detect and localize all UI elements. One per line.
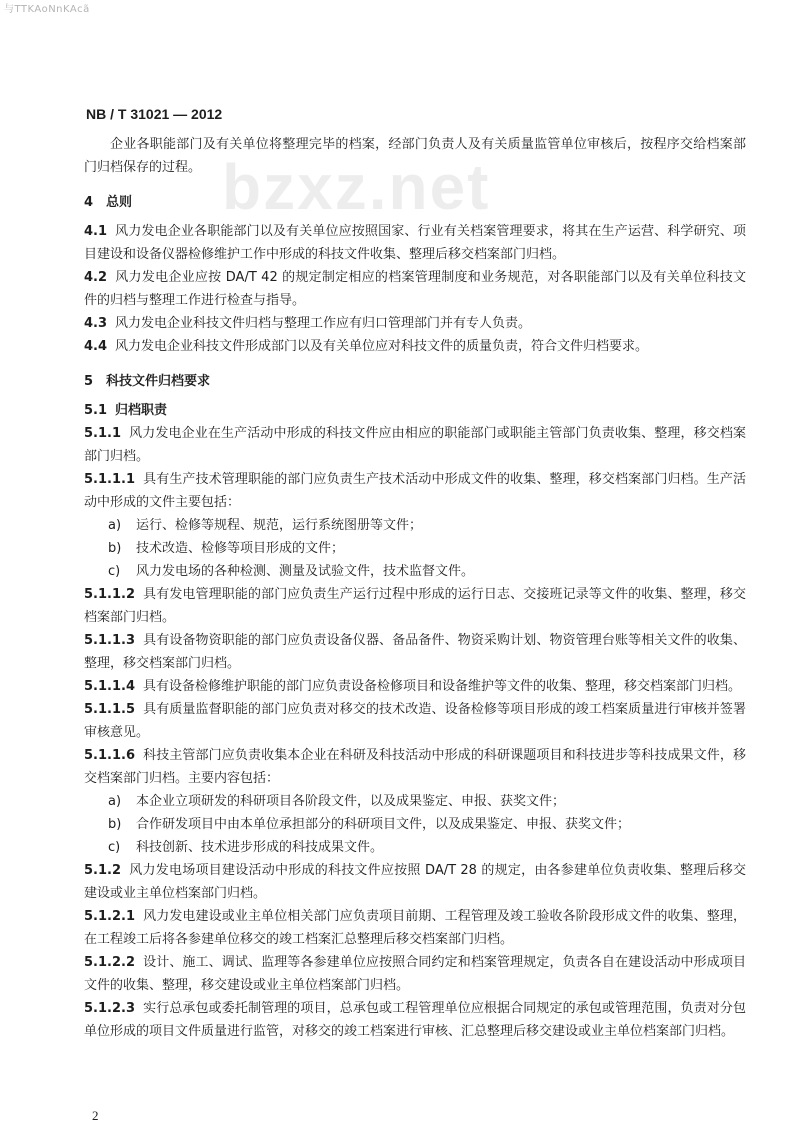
list-item: c) 科技创新、技术进步形成的科技成果文件。 <box>108 840 384 855</box>
clause-5-1-1: 5.1.1 风力发电企业在生产活动中形成的科技文件应由相应的职能部门或职能主管部门负责收集、整理，移交档案部门归档。 <box>84 426 746 464</box>
list-item: b) 技术改造、检修等项目形成的文件； <box>108 541 345 556</box>
scan-header-mark: 与TTKAoNnKAcã <box>4 4 90 15</box>
section-number: 5 <box>84 374 94 389</box>
clause-5-1-2: 5.1.2 风力发电场项目建设活动中形成的科技文件应按照 DA/T 28 的规定，由各参建单位负责收集、整理后移交建设或业主单位档案部门归档。 <box>84 863 746 901</box>
section-title: 总则 <box>106 195 133 210</box>
clause-4-1: 4.1 风力发电企业各职能部门以及有关单位应按照国家、行业有关档案管理要求，将其在生产运营、科学研究、项目建设和设备仪器检修维护工作中形成的科技文件收集、整理后移交档案部门归档。 <box>84 224 746 262</box>
document-body <box>84 133 746 1043</box>
clause-5-1-1-2: 5.1.1.2 具有发电管理职能的部门应负责生产运行过程中形成的运行日志、交接班记录等文件的收集、整理，移交档案部门归档。 <box>84 587 746 625</box>
clause-5-1-2-3: 5.1.2.3 实行总承包或委托制管理的项目，总承包或工程管理单位应根据合同规定的承包或管理范围，负责对分包单位形成的项目文件质量进行监管，对移交的竣工档案进行审核、汇总整理后移交建设或业主单位档案部门归档。 <box>84 1001 746 1039</box>
list-item: a) 本企业立项研发的科研项目各阶段文件，以及成果鉴定、申报、获奖文件； <box>108 794 566 809</box>
list-item: b) 合作研发项目中由本单位承担部分的科研项目文件，以及成果鉴定、申报、获奖文件； <box>108 817 631 832</box>
clause-5-1-2-1: 5.1.2.1 风力发电建设或业主单位相关部门应负责项目前期、工程管理及竣工验收各阶段形成文件的收集、整理，在工程竣工后将各参建单位移交的竣工档案汇总整理后移交档案部门归档。 <box>84 909 746 947</box>
list-item: a) 运行、检修等规程、规范，运行系统图册等文件； <box>108 518 423 533</box>
clause-5-1-1-5: 5.1.1.5 具有质量监督职能的部门应负责对移交的技术改造、设备检修等项目形成的竣工档案质量进行审核并签署审核意见。 <box>84 702 746 740</box>
clause-5-1-1-6: 5.1.1.6 科技主管部门应负责收集本企业在科研及科技活动中形成的科研课题项目和科技进步等科技成果文件，移交档案部门归档。主要内容包括： <box>84 748 746 786</box>
clause-5-1-1-1-items <box>84 514 746 583</box>
standard-code: NB / T 31021 — 2012 <box>86 106 223 122</box>
clause-4-3: 4.3 风力发电企业科技文件归档与整理工作应有归口管理部门并有专人负责。 <box>84 316 532 331</box>
clause-4-4: 4.4 风力发电企业科技文件形成部门以及有关单位应对科技文件的质量负责，符合文件归档要求。 <box>84 339 649 354</box>
list-item: c) 风力发电场的各种检测、测量及试验文件，技术监督文件。 <box>108 564 475 579</box>
intro-paragraph: 企业各职能部门及有关单位将整理完毕的档案，经部门负责人及有关质量监管单位审核后，按程序交给档案部门归档保存的过程。 <box>84 137 746 175</box>
section-title: 科技文件归档要求 <box>106 374 211 389</box>
clause-5-1-1-6-items <box>84 790 746 859</box>
page-number: 2 <box>92 1108 99 1123</box>
clause-5-1-1-1: 5.1.1.1 具有生产技术管理职能的部门应负责生产技术活动中形成文件的收集、整理，移交档案部门归档。生产活动中形成的文件主要包括： <box>84 472 746 510</box>
section-5-heading <box>84 370 746 389</box>
section-4-heading <box>84 191 746 210</box>
clause-5-1-2-2: 5.1.2.2 设计、施工、调试、监理等各参建单位应按照合同约定和档案管理规定，负责各自在建设活动中形成项目文件的收集、整理，移交建设或业主单位档案部门归档。 <box>84 955 746 993</box>
subsection-5-1-heading: 5.1 归档职责 <box>84 403 168 418</box>
clause-5-1-1-4: 5.1.1.4 具有设备检修维护职能的部门应负责设备检修项目和设备维护等文件的收集、整理，移交档案部门归档。 <box>84 679 742 694</box>
watermark: bzxz.net <box>222 151 491 223</box>
clause-5-1-1-3: 5.1.1.3 具有设备物资职能的部门应负责设备仪器、备品备件、物资采购计划、物资管理台账等相关文件的收集、整理，移交档案部门归档。 <box>84 633 746 671</box>
section-number: 4 <box>84 195 94 210</box>
clause-4-2: 4.2 风力发电企业应按 DA/T 42 的规定制定相应的档案管理制度和业务规范，对各职能部门以及有关单位科技文件的归档与整理工作进行检查与指导。 <box>84 270 746 308</box>
